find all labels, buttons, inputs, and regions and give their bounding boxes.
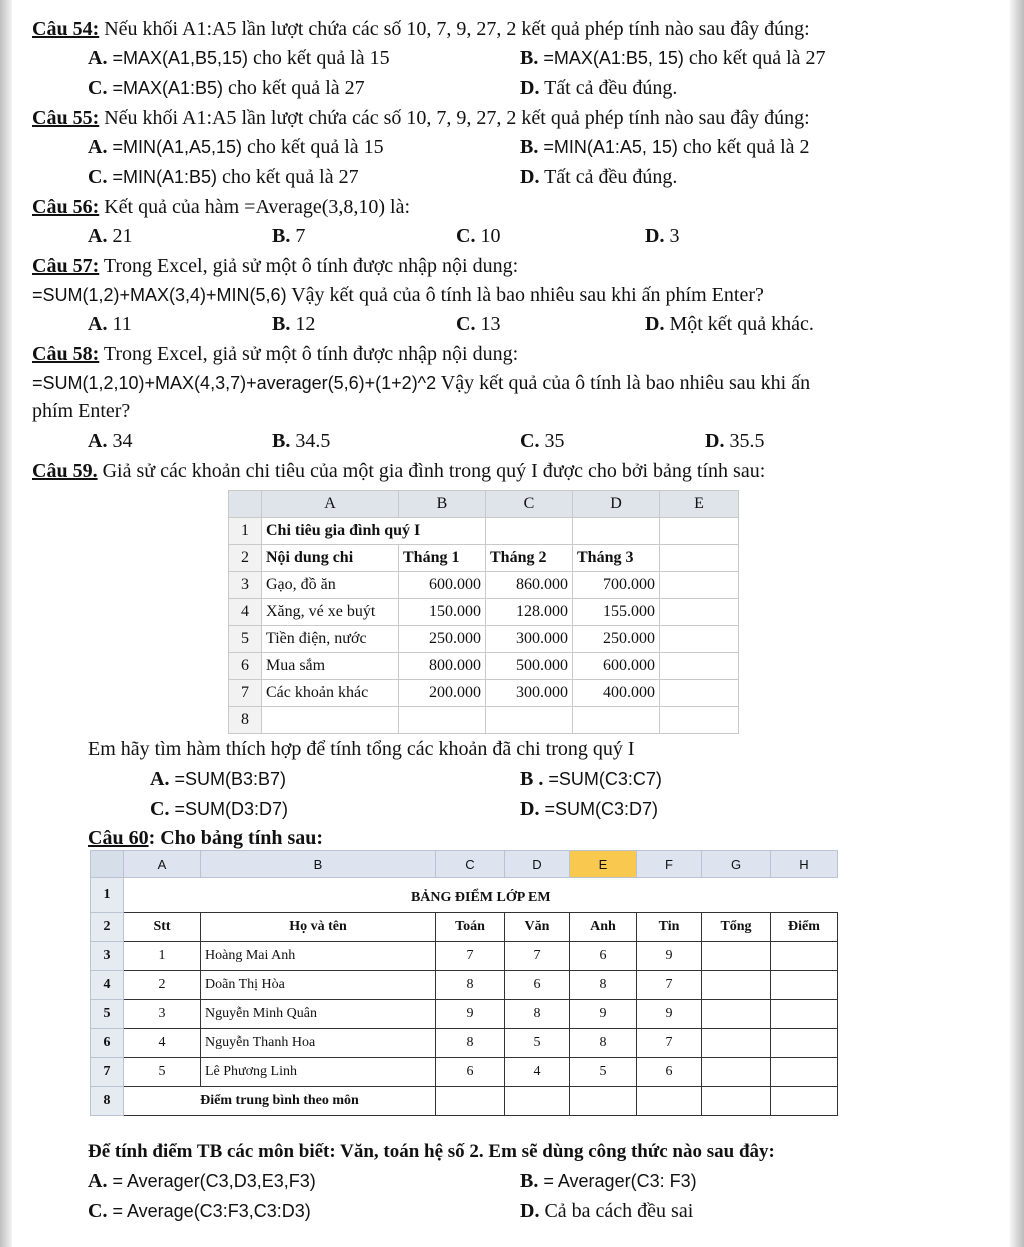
page-shadow-right bbox=[1010, 0, 1024, 1247]
q57-formula-line: =SUM(1,2)+MAX(3,4)+MIN(5,6) Vậy kết quả của ô tính là bao nhiêu sau khi ấn phím Enter? bbox=[32, 284, 764, 306]
table-row bbox=[91, 942, 838, 971]
question-56: Câu 56: Kết quả của hàm =Average(3,8,10) là: bbox=[32, 196, 411, 218]
sheet-title: Chi tiêu gia đình quý I bbox=[262, 518, 486, 545]
q58-option-a: A. 34 bbox=[88, 430, 133, 452]
cell: 7 bbox=[505, 942, 570, 971]
q55-option-b: B. =MIN(A1:A5, 15) cho kết quả là 2 bbox=[520, 136, 810, 158]
cell: Nguyễn Minh Quân bbox=[201, 1000, 436, 1029]
q54-option-d: D. Tất cả đều đúng. bbox=[520, 77, 678, 99]
table-row bbox=[91, 1000, 838, 1029]
cell bbox=[660, 653, 739, 680]
cell: 8 bbox=[570, 1029, 637, 1058]
q58-option-d: D. 35.5 bbox=[705, 430, 765, 452]
question-60: Câu 60: Cho bảng tính sau: bbox=[88, 827, 324, 849]
cell bbox=[702, 1000, 771, 1029]
table-row bbox=[91, 971, 838, 1000]
table-row bbox=[91, 1029, 838, 1058]
q56-option-d: D. 3 bbox=[645, 225, 680, 247]
q59-option-c: C. =SUM(D3:D7) bbox=[150, 798, 288, 820]
cell: 700.000 bbox=[573, 572, 660, 599]
header-cell: Toán bbox=[436, 913, 505, 942]
cell: 4 bbox=[505, 1058, 570, 1087]
cell: 9 bbox=[637, 942, 702, 971]
cell bbox=[771, 942, 838, 971]
question-55: Câu 55: Nếu khối A1:A5 lần lượt chứa các số 10, 7, 9, 27, 2 kết quả phép tính nào sau đây đúng: bbox=[32, 107, 810, 129]
q55-option-a: A. =MIN(A1,A5,15) cho kết quả là 15 bbox=[88, 136, 384, 158]
row-number: 7 bbox=[229, 680, 262, 707]
cell: 9 bbox=[637, 1000, 702, 1029]
cell: 7 bbox=[637, 1029, 702, 1058]
table-row bbox=[229, 680, 739, 707]
table-row bbox=[229, 518, 739, 545]
expense-spreadsheet bbox=[228, 490, 739, 734]
row-number: 8 bbox=[229, 707, 262, 734]
q56-option-c: C. 10 bbox=[456, 225, 501, 247]
question-58: Câu 58: Trong Excel, giả sử một ô tính được nhập nội dung: bbox=[32, 343, 519, 365]
cell bbox=[660, 545, 739, 572]
col-header-d: D bbox=[573, 491, 660, 518]
cell: Gạo, đồ ăn bbox=[262, 572, 399, 599]
table-row bbox=[229, 545, 739, 572]
col-header-b: B bbox=[399, 491, 486, 518]
q58-formula-line: =SUM(1,2,10)+MAX(4,3,7)+averager(5,6)+(1+2)^2 Vậy kết quả của ô tính là bao nhiêu sau khi ấn bbox=[32, 372, 811, 394]
q54-option-b: B. =MAX(A1:B5, 15) cho kết quả là 27 bbox=[520, 47, 826, 69]
cell: 250.000 bbox=[573, 626, 660, 653]
cell bbox=[486, 707, 573, 734]
q57-option-d: D. Một kết quả khác. bbox=[645, 313, 814, 335]
header-cell: Stt bbox=[124, 913, 201, 942]
table-row bbox=[229, 599, 739, 626]
row-number: 1 bbox=[229, 518, 262, 545]
cell: 200.000 bbox=[399, 680, 486, 707]
cell: Xăng, vé xe buýt bbox=[262, 599, 399, 626]
cell: 9 bbox=[570, 1000, 637, 1029]
cell bbox=[702, 942, 771, 971]
header-cell: Văn bbox=[505, 913, 570, 942]
row-number: 6 bbox=[229, 653, 262, 680]
q60-prompt: Để tính điểm TB các môn biết: Văn, toán hệ số 2. Em sẽ dùng công thức nào sau đây: bbox=[88, 1141, 775, 1162]
col-header-b: B bbox=[201, 851, 436, 878]
q57-option-b: B. 12 bbox=[272, 313, 316, 335]
cell: 860.000 bbox=[486, 572, 573, 599]
cell bbox=[660, 626, 739, 653]
cell: Mua sắm bbox=[262, 653, 399, 680]
cell bbox=[771, 1087, 838, 1116]
row-number: 8 bbox=[91, 1087, 124, 1116]
table-footer-row bbox=[91, 1087, 838, 1116]
cell bbox=[702, 1058, 771, 1087]
question-59: Câu 59. Giả sử các khoản chi tiêu của một gia đình trong quý I được cho bởi bảng tính sau: bbox=[32, 460, 766, 482]
cell: Các khoản khác bbox=[262, 680, 399, 707]
cell bbox=[399, 707, 486, 734]
q58-option-c: C. 35 bbox=[520, 430, 565, 452]
cell bbox=[660, 572, 739, 599]
q60-option-b: B. = Averager(C3: F3) bbox=[520, 1170, 697, 1192]
cell: 6 bbox=[436, 1058, 505, 1087]
header-cell: Tin bbox=[637, 913, 702, 942]
table-row bbox=[229, 653, 739, 680]
table-row bbox=[229, 572, 739, 599]
cell bbox=[660, 680, 739, 707]
cell bbox=[573, 707, 660, 734]
cell: Nguyễn Thanh Hoa bbox=[201, 1029, 436, 1058]
cell: Tháng 2 bbox=[486, 545, 573, 572]
cell bbox=[702, 1087, 771, 1116]
sheet-title: BẢNG ĐIỂM LỚP EM bbox=[410, 890, 551, 905]
corner-cell bbox=[91, 851, 124, 878]
cell: 5 bbox=[124, 1058, 201, 1087]
cell: 6 bbox=[637, 1058, 702, 1087]
cell: Doãn Thị Hòa bbox=[201, 971, 436, 1000]
row-number: 2 bbox=[91, 913, 124, 942]
col-header-g: G bbox=[702, 851, 771, 878]
column-header-row bbox=[91, 851, 838, 878]
cell: 8 bbox=[436, 971, 505, 1000]
cell bbox=[702, 1029, 771, 1058]
col-header-a: A bbox=[124, 851, 201, 878]
grade-spreadsheet bbox=[90, 850, 838, 1116]
cell: 800.000 bbox=[399, 653, 486, 680]
col-header-c: C bbox=[486, 491, 573, 518]
cell bbox=[771, 971, 838, 1000]
row-number: 1 bbox=[91, 878, 124, 913]
cell bbox=[702, 971, 771, 1000]
cell bbox=[436, 1087, 505, 1116]
q58-formula-line-2: phím Enter? bbox=[32, 400, 131, 422]
footer-cell: Điểm trung bình theo môn bbox=[124, 1087, 436, 1116]
row-number: 5 bbox=[229, 626, 262, 653]
table-row bbox=[91, 1058, 838, 1087]
cell: Tháng 1 bbox=[399, 545, 486, 572]
question-57: Câu 57: Trong Excel, giả sử một ô tính được nhập nội dung: bbox=[32, 255, 519, 277]
cell: 128.000 bbox=[486, 599, 573, 626]
cell: 8 bbox=[436, 1029, 505, 1058]
cell bbox=[660, 518, 739, 545]
header-cell: Anh bbox=[570, 913, 637, 942]
row-number: 4 bbox=[229, 599, 262, 626]
q60-option-c: C. = Average(C3:F3,C3:D3) bbox=[88, 1200, 311, 1222]
column-header-row bbox=[229, 491, 739, 518]
cell: 3 bbox=[124, 1000, 201, 1029]
q59-prompt: Em hãy tìm hàm thích hợp để tính tổng các khoản đã chi trong quý I bbox=[88, 738, 635, 760]
cell bbox=[262, 707, 399, 734]
cell: 8 bbox=[570, 971, 637, 1000]
cell: Hoàng Mai Anh bbox=[201, 942, 436, 971]
cell: 7 bbox=[637, 971, 702, 1000]
row-number: 3 bbox=[229, 572, 262, 599]
cell: 400.000 bbox=[573, 680, 660, 707]
q54-option-c: C. =MAX(A1:B5) cho kết quả là 27 bbox=[88, 77, 365, 99]
q59-option-b: B . =SUM(C3:C7) bbox=[520, 768, 662, 790]
table-row bbox=[229, 707, 739, 734]
cell bbox=[637, 1087, 702, 1116]
q55-option-c: C. =MIN(A1:B5) cho kết quả là 27 bbox=[88, 166, 359, 188]
q59-option-a: A. =SUM(B3:B7) bbox=[150, 768, 286, 790]
cell bbox=[771, 1058, 838, 1087]
cell: 500.000 bbox=[486, 653, 573, 680]
q60-option-d: D. Cả ba cách đều sai bbox=[520, 1200, 694, 1222]
cell: 5 bbox=[570, 1058, 637, 1087]
header-cell: Họ và tên bbox=[201, 913, 436, 942]
row-number: 6 bbox=[91, 1029, 124, 1058]
row-number: 4 bbox=[91, 971, 124, 1000]
cell: 300.000 bbox=[486, 626, 573, 653]
cell bbox=[573, 518, 660, 545]
cell: Tháng 3 bbox=[573, 545, 660, 572]
cell: 155.000 bbox=[573, 599, 660, 626]
cell: 150.000 bbox=[399, 599, 486, 626]
table-header-row bbox=[91, 913, 838, 942]
cell bbox=[660, 599, 739, 626]
cell: 7 bbox=[436, 942, 505, 971]
cell bbox=[570, 1087, 637, 1116]
q57-option-c: C. 13 bbox=[456, 313, 501, 335]
col-header-e: E bbox=[660, 491, 739, 518]
cell: 600.000 bbox=[573, 653, 660, 680]
col-header-c: C bbox=[436, 851, 505, 878]
q59-option-d: D. =SUM(C3:D7) bbox=[520, 798, 658, 820]
cell: 4 bbox=[124, 1029, 201, 1058]
cell: 1 bbox=[124, 942, 201, 971]
page-shadow-left bbox=[0, 0, 12, 1247]
table-row bbox=[229, 626, 739, 653]
cell: 600.000 bbox=[399, 572, 486, 599]
cell bbox=[771, 1000, 838, 1029]
cell bbox=[486, 518, 573, 545]
col-header-d: D bbox=[505, 851, 570, 878]
cell: 6 bbox=[570, 942, 637, 971]
cell: 300.000 bbox=[486, 680, 573, 707]
row-number: 3 bbox=[91, 942, 124, 971]
cell: 9 bbox=[436, 1000, 505, 1029]
col-header-h: H bbox=[771, 851, 838, 878]
cell: 250.000 bbox=[399, 626, 486, 653]
header-cell: Tổng bbox=[702, 913, 771, 942]
row-number: 5 bbox=[91, 1000, 124, 1029]
col-header-a: A bbox=[262, 491, 399, 518]
q55-option-d: D. Tất cả đều đúng. bbox=[520, 166, 678, 188]
question-54: Câu 54: Nếu khối A1:A5 lần lượt chứa các số 10, 7, 9, 27, 2 kết quả phép tính nào sau đây đúng: bbox=[32, 18, 810, 40]
cell: 6 bbox=[505, 971, 570, 1000]
q58-option-b: B. 34.5 bbox=[272, 430, 331, 452]
table-row bbox=[91, 878, 838, 913]
row-number: 2 bbox=[229, 545, 262, 572]
q60-option-a: A. = Averager(C3,D3,E3,F3) bbox=[88, 1170, 316, 1192]
cell bbox=[660, 707, 739, 734]
cell: 2 bbox=[124, 971, 201, 1000]
cell: Tiền điện, nước bbox=[262, 626, 399, 653]
q56-option-b: B. 7 bbox=[272, 225, 306, 247]
q56-option-a: A. 21 bbox=[88, 225, 133, 247]
cell bbox=[771, 1029, 838, 1058]
q54-option-a: A. =MAX(A1,B5,15) cho kết quả là 15 bbox=[88, 47, 390, 69]
cell: Nội dung chi bbox=[262, 545, 399, 572]
header-cell: Điểm bbox=[771, 913, 838, 942]
q57-option-a: A. 11 bbox=[88, 313, 132, 335]
cell: 8 bbox=[505, 1000, 570, 1029]
cell: Lê Phương Linh bbox=[201, 1058, 436, 1087]
corner-cell bbox=[229, 491, 262, 518]
col-header-f: F bbox=[637, 851, 702, 878]
col-header-e: E bbox=[570, 851, 637, 878]
cell: 5 bbox=[505, 1029, 570, 1058]
row-number: 7 bbox=[91, 1058, 124, 1087]
cell bbox=[505, 1087, 570, 1116]
